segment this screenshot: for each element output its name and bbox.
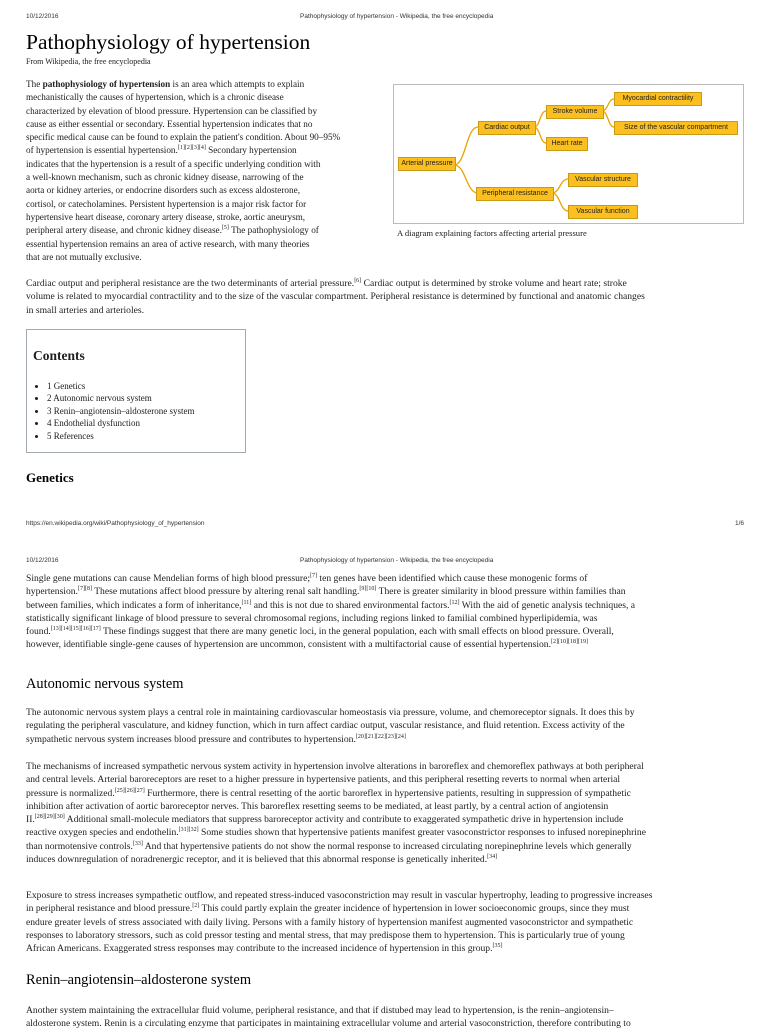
box-arterial-pressure: Arterial pressure [398, 157, 456, 171]
table-of-contents [26, 329, 246, 453]
print-doc-title: Pathophysiology of hypertension - Wikipedia, the free encyclopedia [300, 13, 494, 20]
section-heading-autonomic: Autonomic nervous system [26, 676, 184, 692]
box-stroke-volume: Stroke volume [546, 105, 604, 119]
arterial-pressure-figure [393, 84, 742, 244]
citation[interactable]: [6] [354, 277, 362, 284]
box-size-vascular-compartment: Size of the vascular compartment [614, 121, 738, 135]
citation[interactable]: [5] [221, 225, 229, 232]
genetics-paragraph: Single gene mutations can cause Mendelian forms of high blood pressure;[7] ten genes have been identified which cause these monogenic forms of hypertension.[7][8] These mutations affect blood pressure by altering renal salt handling.[9][10] There is greater similarity in blood pressure within families than between families, which indicates a form of inheritance,[11] and this is not due to shared environmental factors.[12] With the aid of genetic analysis techniques, a statistically significant linkage of blood pressure to several chromosomal regions, including regions linked to familial combined hyperlipidemia, was found.[13][14][15][16][17] These findings suggest that there are many genetic loci, in the general population, each with small effects on blood pressure. Overall, however, identifiable single-gene causes of hypertension are uncommon, consistent with a multifactorial cause of essential hypertension.[2][10][18][19] [26, 572, 636, 651]
figure-caption: A diagram explaining factors affecting arterial pressure [397, 228, 587, 238]
citation[interactable]: [1][2][3][4] [177, 145, 206, 152]
box-vascular-structure: Vascular structure [568, 173, 638, 187]
toc-list [47, 380, 194, 442]
print-date: 10/12/2016 [26, 13, 59, 20]
box-cardiac-output: Cardiac output [478, 121, 536, 135]
autonomic-paragraph-1: The autonomic nervous system plays a central role in maintaining cardiovascular homeostasis via pressure, volume, and chemoreceptor signals. It does this by regulating the peripheral vasculature, and kidney function, which in turn affect cardiac output, vascular resistance, and fluid retention. Excess activity of the sympathetic nervous system increases blood pressure and contributes to hypertension.[20][21][22][23][24] [26, 707, 635, 745]
box-peripheral-resistance: Peripheral resistance [476, 187, 554, 201]
section-heading-genetics-p1: Genetics [26, 470, 74, 485]
print-page-number: 1/6 [735, 520, 745, 527]
box-myocardial-contractility: Myocardial contractility [614, 92, 702, 106]
box-heart-rate: Heart rate [546, 137, 588, 151]
toc-item-autonomic[interactable]: • 2 Autonomic nervous system [47, 392, 194, 404]
box-vascular-function: Vascular function [568, 205, 638, 219]
print-doc-title-p2: Pathophysiology of hypertension - Wikipedia, the free encyclopedia [300, 557, 494, 564]
autonomic-paragraph-3: Exposure to stress increases sympathetic outflow, and repeated stress-induced vasoconstriction may result in vascular hypertrophy, leading to progressive increases in peripheral resistance and blood pressure.[2] This could partly explain the greater incidence of hypertension in lower socioeconomic groups, since they must endure greater levels of stress associated with daily living. Persons with a family history of hypertension manifest augmented vasoconstrictor and sympathetic responses to laboratory stressors, such as cold pressor testing and mental stress, that may predispose them to hypertension. This is particularly true of young African Americans. Exaggerated stress responses may contribute to the increased incidence of hypertension in this group.[35] [26, 890, 653, 955]
cardiac-output-paragraph: Cardiac output and peripheral resistance are the two determinants of arterial pressure.[6] Cardiac output is determined by stroke volume and heart rate; stroke volume is related to myocardial contractility and to the size of the vascular compartment. Peripheral resistance is determined by functional and anatomic changes in small arteries and arterioles. [26, 277, 645, 316]
section-heading-raas: Renin–angiotensin–aldosterone system [26, 972, 252, 988]
toc-item-genetics[interactable]: • 1 Genetics [47, 380, 194, 392]
article-source: From Wikipedia, the free encyclopedia [26, 57, 151, 66]
intro-bold-term: pathophysiology of hypertension [42, 79, 171, 89]
print-date-p2: 10/12/2016 [26, 557, 59, 564]
arterial-pressure-diagram [393, 84, 744, 224]
intro-paragraph: The pathophysiology of hypertension is an area which attempts to explain mechanistically the causes of hypertension, which is a chronic disease characterized by elevation of blood pressure. Hypertension can be classified by cause as either essential or secondary. Essential hypertension indicates that no specific medical cause can be found to explain the patient's condition. About 90–95% of hypertension is essential hypertension.[1][2][3][4] Secondary hypertension indicates that the hypertension is a result of a specific underlying condition with a well-known mechanism, such as chronic kidney disease, narrowing of the aorta or kidney arteries, or endocrine disorders such as excess aldosterone, cortisol, or catecholamines. Persistent hypertension is a major risk factor for hypertensive heart disease, coronary artery disease, stroke, aortic aneurysm, peripheral artery disease, and chronic kidney disease.[5] The pathophysiology of essential hypertension remains an area of active research, with many theories that are not mutually exclusive. [26, 79, 341, 262]
print-footer-url[interactable]: https://en.wikipedia.org/wiki/Pathophysiology_of_hypertension [26, 520, 205, 527]
toc-item-raas[interactable]: • 3 Renin–angiotensin–aldosterone system [47, 405, 194, 417]
toc-item-endothelial[interactable]: • 4 Endothelial dysfunction [47, 417, 194, 429]
toc-heading: Contents [33, 348, 85, 363]
toc-item-references[interactable]: • 5 References [47, 430, 194, 442]
autonomic-paragraph-2: The mechanisms of increased sympathetic nervous system activity in hypertension involve alterations in baroreflex and chemoreflex pathways at both peripheral and central levels. Arterial baroreceptors are reset to a higher pressure in hypertensive patients, and this peripheral resetting reverts to normal when arterial pressure is normalized.[25][26][27] Furthermore, there is central resetting of the aortic baroreflex in hypertensive patients, resulting in suppression of sympathetic inhibition after activation of aortic baroreceptor nerves. This baroreflex resetting seems to be mediated, at least partly, by a central action of angiotensin II.[28][29][30] Additional small-molecule mediators that suppress baroreceptor activity and contribute to exaggerated sympathetic drive in hypertension include reactive oxygen species and endothelin.[31][32] Some studies shown that hypertensive patients manifest greater vasoconstrictor responses to infused norepinephrine than normotensive controls.[33] And that hypertensive patients do not show the normal response to increased circulating norepinephrine levels which generally induces downregulation of noradrenergic receptor, and it is believed that this abnormal response is genetically inherited.[34] [26, 761, 646, 866]
page-title: Pathophysiology of hypertension [26, 30, 311, 54]
raas-paragraph: Another system maintaining the extracellular fluid volume, peripheral resistance, and that if distubed may lead to hypertension, is the renin–angiotensin– aldosterone system. Renin is a circulating enzyme that participates in maintaining extracellular volume and arterial vasoconstriction, therefore contributing to [26, 1005, 631, 1030]
